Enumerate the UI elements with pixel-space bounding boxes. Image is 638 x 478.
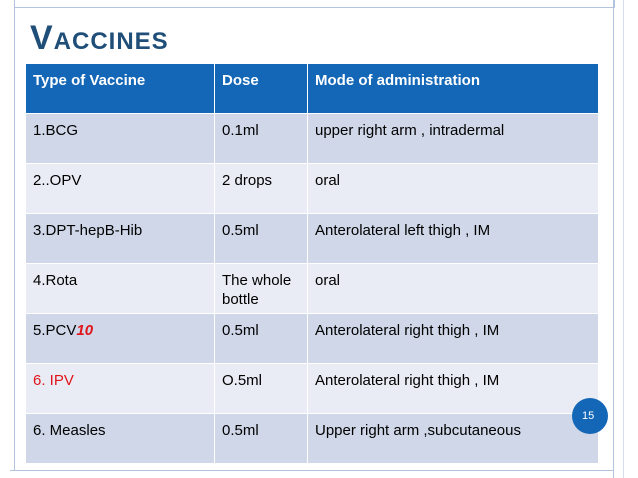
cell-type-highlight: 10 [76, 322, 94, 339]
frame-line-left [14, 0, 15, 470]
table-row [26, 314, 599, 364]
page-number-badge: 15 [572, 398, 608, 434]
cell-type: 2..OPV [26, 164, 215, 214]
frame-decoration [14, 0, 615, 8]
cell-type: 1.BCG [26, 114, 215, 164]
cell-dose: The whole bottle [215, 264, 308, 314]
cell-mode: Anterolateral left thigh , IM [308, 214, 599, 264]
cell-type: 4.Rota [26, 264, 215, 314]
table-row [26, 264, 599, 314]
cell-mode: upper right arm , intradermal [308, 114, 599, 164]
cell-type-prefix: 5.PCV [33, 322, 77, 339]
table-row [26, 114, 599, 164]
cell-mode: oral [308, 164, 599, 214]
cell-type: 6. Measles [26, 414, 215, 464]
table-header-row [26, 64, 599, 114]
slide-title: Vaccines [30, 19, 169, 57]
cell-mode: oral [308, 264, 599, 314]
frame-line-bottom [10, 470, 614, 471]
cell-mode: Anterolateral right thigh , IM [308, 364, 599, 414]
table-row [26, 414, 599, 464]
cell-mode: Anterolateral right thigh , IM [308, 314, 599, 364]
header-dose: Dose [215, 64, 308, 114]
cell-type [26, 314, 215, 364]
cell-dose: 0.5ml [215, 414, 308, 464]
frame-line-right-outer [623, 0, 624, 478]
cell-dose: O.5ml [215, 364, 308, 414]
vaccine-table [25, 63, 599, 464]
cell-type: 6. IPV [26, 364, 215, 414]
cell-type: 3.DPT-hepB-Hib [26, 214, 215, 264]
cell-dose: 0.5ml [215, 314, 308, 364]
cell-dose: 0.5ml [215, 214, 308, 264]
frame-line-right [613, 0, 614, 478]
header-mode: Mode of administration [308, 64, 599, 114]
cell-mode: Upper right arm ,subcutaneous [308, 414, 599, 464]
header-type: Type of Vaccine [26, 64, 215, 114]
table-row [26, 214, 599, 264]
table-row [26, 164, 599, 214]
cell-dose: 2 drops [215, 164, 308, 214]
table-row [26, 364, 599, 414]
cell-dose: 0.1ml [215, 114, 308, 164]
